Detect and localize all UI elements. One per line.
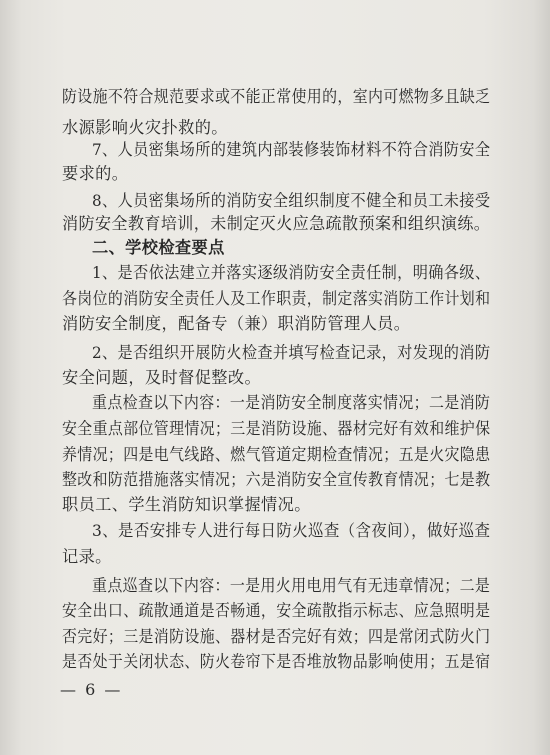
- text-line-4: 要求的。: [62, 164, 129, 183]
- text-line-19: 记录。: [62, 547, 112, 566]
- text-line-15: 养情况；四是电气线路、燃气管道定期检查情况；五是火灾隐患: [62, 445, 491, 464]
- text-line-14: 安全重点部位管理情况；三是消防设施、器材完好有效和维护保: [62, 419, 491, 438]
- text-line-21: 安全出口、疏散通道是否畅通，安全疏散指示标志、应急照明是: [62, 601, 491, 620]
- page-number: — 6 —: [60, 680, 123, 699]
- text-line-10: 消防安全制度，配备专（兼）职消防管理人员。: [62, 314, 411, 333]
- text-line-12: 安全问题，及时督促整改。: [62, 368, 262, 387]
- text-line-8: 1、是否依法建立并落实逐级消防安全责任制，明确各级、: [92, 263, 491, 282]
- text-line-20: 重点巡查以下内容：一是用火用电用气有无违章情况；二是: [92, 576, 491, 595]
- text-line-23: 是否处于关闭状态、防火卷帘下是否堆放物品影响使用；五是宿: [62, 652, 491, 671]
- text-line-11: 2、是否组织开展防火检查并填写检查记录，对发现的消防: [92, 343, 491, 362]
- text-line-1: 防设施不符合规范要求或不能正常使用的，室内可燃物多且缺乏: [62, 87, 491, 106]
- text-line-3: 7、人员密集场所的建筑内部装修装饰材料不符合消防安全: [92, 140, 491, 159]
- text-line-13: 重点检查以下内容：一是消防安全制度落实情况；二是消防: [92, 393, 491, 412]
- text-line-5: 8、人员密集场所的消防安全组织制度不健全和员工未接受: [92, 191, 491, 210]
- text-line-22: 否完好；三是消防设施、器材是否完好有效；四是常闭式防火门: [62, 627, 491, 646]
- section-heading: 二、学校检查要点: [92, 238, 225, 257]
- text-line-2: 水源影响火灾扑救的。: [62, 118, 228, 137]
- text-line-16: 整改和防范措施落实情况；六是消防安全宣传教育情况；七是教: [62, 470, 491, 489]
- text-line-9: 各岗位的消防安全责任人及工作职责，制定落实消防工作计划和: [62, 289, 491, 308]
- text-line-17: 职员工、学生消防知识掌握情况。: [62, 495, 311, 514]
- text-line-18: 3、是否安排专人进行每日防火巡查（含夜间），做好巡查: [92, 521, 491, 540]
- text-line-6: 消防安全教育培训，未制定灭火应急疏散预案和组织演练。: [62, 214, 491, 233]
